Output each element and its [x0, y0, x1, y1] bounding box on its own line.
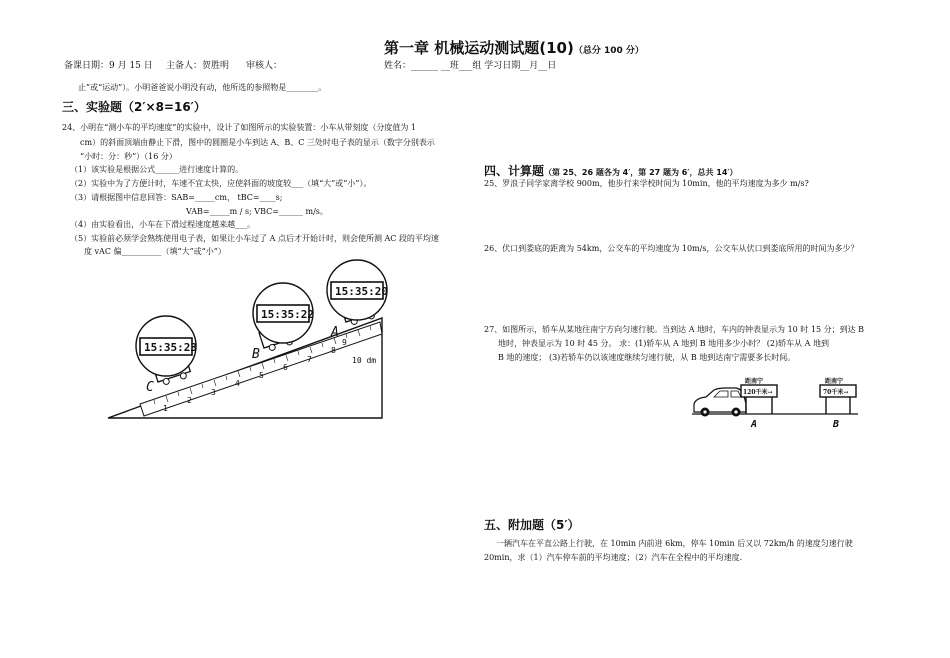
clock-a-display: 15:35:20 — [335, 285, 388, 298]
section3-title: 三、实验题（2′×8=16′） — [62, 100, 206, 114]
q27-line: 27、如图所示，轿车从某地往南宁方向匀速行驶。当到达 A 地时，车内的钟表显示为 10 时 15 分；到达 B — [484, 325, 864, 334]
prep-date: 备课日期：9 月 15 日 — [64, 61, 153, 71]
q24-line: “小时：分：秒”）（16 分） — [80, 152, 177, 161]
section4-title-text: 四、计算题 — [484, 164, 545, 178]
extra-line: 一辆汽车在平直公路上行驶，在 10min 内前进 6km，停车 10min 后又以 72km/h 的速度匀速行驶 — [496, 539, 853, 548]
q27-line: B 地的速度； (3)若轿车仍以该速度继续匀速行驶，从 B 地到达南宁需要多长时间。 — [498, 353, 796, 362]
clock-b-display: 15:35:22 — [261, 308, 314, 321]
section5-title: 五、附加题（5′） — [484, 518, 580, 532]
clock-c — [136, 316, 197, 376]
car-icon — [694, 388, 746, 417]
q24-line: （1）该实验是根据公式______进行速度计算的。 — [70, 165, 244, 174]
student-info-line: 姓名：______ __班___组 学习日期__月__日 — [384, 61, 557, 71]
label-b: B — [252, 347, 260, 362]
q24-line: 24、小明在“测小车的平均速度”的实验中，设计了如图所示的实验装置：小车从带刻度（分度值为 1 — [62, 123, 416, 132]
q24-line: 度 vAC 偏__________（填“大”或“小”） — [84, 247, 226, 256]
ruler-number: 8 — [331, 346, 336, 355]
sign-b-distance: 70千米→ — [823, 389, 849, 396]
ruler-number: 9 — [342, 338, 347, 347]
clock-a — [327, 260, 388, 320]
ruler-number: 1 — [163, 404, 168, 413]
q25-text: 25、罗浪子同学家离学校 900m，他步行来学校时间为 10min，他的平均速度为多少 m/s? — [484, 179, 809, 188]
ruler-number: 6 — [283, 363, 288, 372]
label-c: C — [146, 380, 154, 395]
q26-text: 26、伏口到娄底的距离为 54km，公交车的平均速度为 10m/s，公交车从伏口到娄底所用的时间为多少？ — [484, 244, 859, 253]
ruler-number: 2 — [187, 396, 192, 405]
ruler-number: 3 — [211, 388, 216, 397]
preparer: 主备人：贺胜明 — [166, 61, 230, 71]
clock-b — [253, 283, 314, 343]
sign-b-top: 距南宁 — [825, 378, 844, 385]
q24-line: （3）请根据图中信息回答：SAB=_____cm， tBC=____s; — [70, 193, 283, 202]
q24-line: （4）由实验看出，小车在下滑过程速度越来越___。 — [70, 220, 256, 229]
label-a: A — [331, 325, 339, 340]
road-label-b: B — [833, 419, 840, 430]
road-label-a: A — [751, 419, 758, 430]
sign-a-top: 距南宁 — [745, 378, 764, 385]
ruler-number: 4 — [235, 379, 240, 388]
title-text: 第一章 机械运动测试题(10) — [384, 39, 574, 57]
ruler-number: 10 dm — [352, 356, 377, 365]
title-note: （总分 100 分） — [573, 46, 644, 56]
sign-a-distance: 120千米→ — [743, 389, 773, 396]
q24-line: （5）实验前必须学会熟练使用电子表，如果让小车过了 A 点后才开始计时，则会使所测 AC 段的平均速 — [70, 234, 439, 243]
carryover-text: 止”或“运动”）。小明爸爸说小明没有动，他所选的参照物是________。 — [78, 83, 327, 92]
reviewer: 审核人： — [246, 61, 283, 71]
q24-line: （2）实验中为了方便计时，车速不宜太快，应使斜面的坡度较___（填“大”或“小”）。 — [70, 179, 372, 188]
extra-line: 20min，求（1）汽车停车前的平均速度；（2）汽车在全程中的平均速度. — [484, 553, 743, 562]
q24-line: cm）的斜面顶端由静止下滑，图中的圆圈是小车到达 A、B、C 三处时电子表的显示（数字分别表示 — [80, 138, 435, 147]
q24-line: VAB=_____m / s; VBC=______ m/s。 — [186, 207, 328, 216]
q27-line: 地时，钟表显示为 10 时 45 分。 求：(1)轿车从 A 地到 B 地用多少小时？ (2)轿车从 A 地到 — [498, 339, 829, 348]
section4-note: （第 25、26 题各为 4′，第 27 题为 6′，总共 14′） — [544, 168, 738, 177]
ruler-number: 7 — [307, 355, 312, 364]
ruler-number: 5 — [259, 371, 264, 380]
clock-c-display: 15:35:23 — [144, 341, 197, 354]
